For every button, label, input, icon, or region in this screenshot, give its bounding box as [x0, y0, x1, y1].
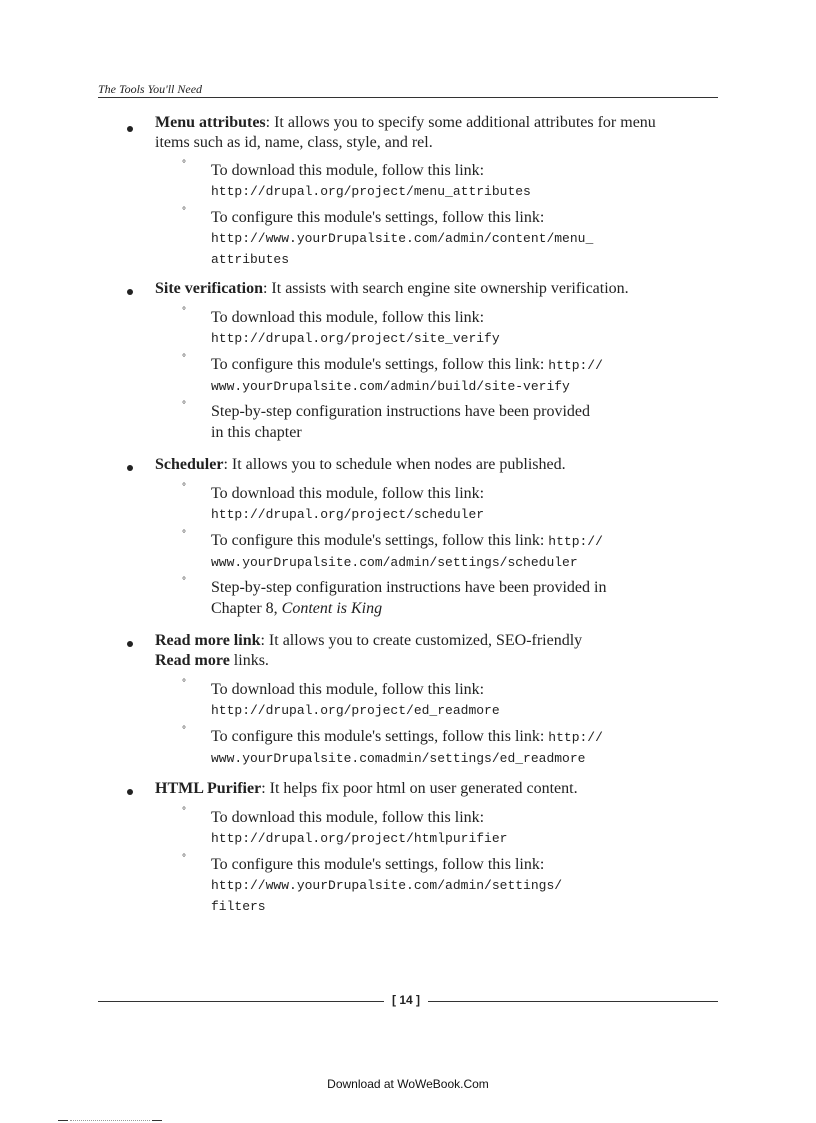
item-term: Read more link	[155, 632, 261, 649]
sub-item-download	[211, 160, 716, 202]
sub-bullet-icon: °	[182, 306, 186, 317]
settings-link[interactable]: www.yourDrupalsite.com/admin/build/site-verify	[211, 379, 570, 394]
bullet-icon	[127, 641, 133, 647]
item-term: Site verification	[155, 280, 263, 297]
item-term: Scheduler	[155, 456, 224, 473]
sub-item-text: Step-by-step configuration instructions have been provided	[211, 403, 591, 420]
settings-link-start[interactable]: http://	[548, 730, 603, 745]
sub-item-download	[211, 483, 716, 525]
sub-item-text: To download this module, follow this link:	[211, 162, 485, 179]
sub-bullet-icon: °	[182, 400, 186, 411]
settings-link-start[interactable]: http://	[548, 358, 603, 373]
sub-bullet-icon: °	[182, 159, 186, 170]
sub-item-text: Step-by-step configuration instructions have been provided in	[211, 579, 607, 596]
module-link[interactable]: http://drupal.org/project/scheduler	[211, 507, 485, 522]
sub-item-download	[211, 307, 716, 349]
bullet-icon	[127, 789, 133, 795]
chapter-ref: Chapter 8,	[211, 600, 282, 617]
item-description: : It helps fix poor html on user generated content.	[261, 780, 578, 797]
corner-dots	[70, 1120, 150, 1121]
corner-mark	[152, 1120, 162, 1121]
sub-bullet-icon: °	[182, 353, 186, 364]
sub-bullet-icon: °	[182, 482, 186, 493]
page-number: [ 14 ]	[391, 993, 420, 1007]
sub-item-instructions	[211, 577, 716, 619]
sub-item-text: To download this module, follow this link:	[211, 485, 485, 502]
corner-mark	[58, 1120, 68, 1121]
sub-item-text: To download this module, follow this link:	[211, 809, 485, 826]
sub-item-configure	[211, 726, 716, 769]
download-note: Download at WoWeBook.Com	[327, 1077, 489, 1091]
chapter-title: Content is King	[281, 600, 383, 617]
sub-bullet-icon: °	[182, 529, 186, 540]
sub-bullet-icon: °	[182, 206, 186, 217]
module-link[interactable]: http://drupal.org/project/site_verify	[211, 331, 500, 346]
sub-item-configure	[211, 854, 716, 917]
sub-item-text: To configure this module's settings, follow this link:	[211, 856, 545, 873]
item-description-cont: items such as id, name, class, style, and rel.	[155, 134, 433, 151]
sub-item-configure	[211, 354, 716, 397]
item-description: : It allows you to create customized, SEO-friendly	[260, 632, 583, 649]
settings-link[interactable]: http://www.yourDrupalsite.com/admin/content/menu_	[211, 231, 594, 246]
sub-bullet-icon: °	[182, 806, 186, 817]
settings-link[interactable]: www.yourDrupalsite.comadmin/settings/ed_readmore	[211, 751, 586, 766]
item-term-inline: Read more	[155, 652, 230, 669]
sub-item-download	[211, 807, 716, 849]
sub-item-text: To configure this module's settings, follow this link:	[211, 532, 549, 549]
list-item-read-more-link	[155, 631, 720, 671]
settings-link[interactable]: www.yourDrupalsite.com/admin/settings/scheduler	[211, 555, 578, 570]
sub-item-text: To configure this module's settings, follow this link:	[211, 728, 549, 745]
sub-item-text: To download this module, follow this link:	[211, 309, 485, 326]
sub-item-text: To configure this module's settings, follow this link:	[211, 356, 549, 373]
sub-bullet-icon: °	[182, 576, 186, 587]
sub-item-text: To download this module, follow this link:	[211, 681, 485, 698]
settings-link-cont[interactable]: filters	[211, 899, 266, 914]
item-term: Menu attributes	[155, 114, 266, 131]
footer-rule-right	[428, 1001, 718, 1002]
item-description: : It allows you to specify some additional attributes for menu	[265, 114, 656, 131]
item-description: : It assists with search engine site ownership verification.	[262, 280, 629, 297]
settings-link-start[interactable]: http://	[548, 534, 603, 549]
list-item-html-purifier	[155, 779, 720, 799]
item-description: : It allows you to schedule when nodes are published.	[223, 456, 566, 473]
settings-link[interactable]: http://www.yourDrupalsite.com/admin/settings/	[211, 878, 563, 893]
list-item-scheduler	[155, 455, 720, 475]
bullet-icon	[127, 465, 133, 471]
module-link[interactable]: http://drupal.org/project/htmlpurifier	[211, 831, 508, 846]
module-link[interactable]: http://drupal.org/project/menu_attributes	[211, 184, 531, 199]
item-description-cont: links.	[229, 652, 269, 669]
sub-item-text-cont: in this chapter	[211, 424, 302, 441]
sub-item-download	[211, 679, 716, 721]
sub-item-text: To configure this module's settings, follow this link:	[211, 209, 545, 226]
module-link[interactable]: http://drupal.org/project/ed_readmore	[211, 703, 500, 718]
sub-bullet-icon: °	[182, 678, 186, 689]
sub-item-instructions	[211, 401, 716, 443]
running-head: The Tools You'll Need	[98, 82, 203, 96]
bullet-icon	[127, 126, 133, 132]
sub-bullet-icon: °	[182, 725, 186, 736]
sub-item-configure	[211, 530, 716, 573]
settings-link-cont[interactable]: attributes	[211, 252, 290, 267]
list-item-menu-attributes	[155, 113, 720, 153]
sub-bullet-icon: °	[182, 853, 186, 864]
item-term: HTML Purifier	[155, 780, 262, 797]
list-item-site-verification	[155, 279, 720, 299]
footer-rule-left	[98, 1001, 384, 1002]
sub-item-configure	[211, 207, 716, 270]
bullet-icon	[127, 289, 133, 295]
